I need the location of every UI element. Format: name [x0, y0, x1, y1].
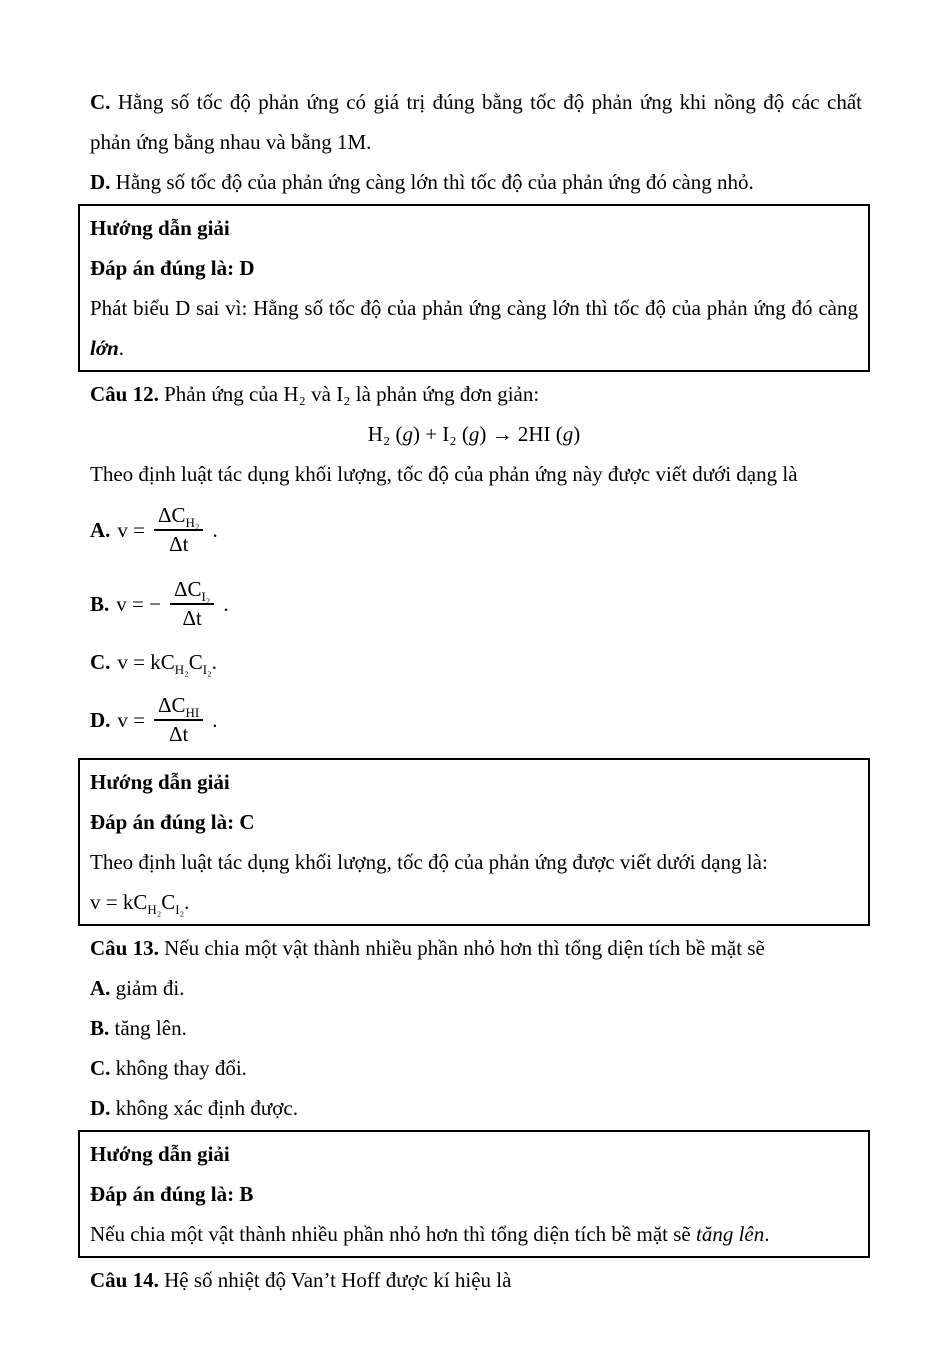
explanation-period: .	[118, 336, 125, 360]
solution-answer	[90, 1174, 858, 1214]
formula-part: v = kC	[90, 890, 148, 914]
question-number: Câu 12.	[90, 382, 159, 406]
q14-question	[78, 1260, 870, 1300]
q12-option-b	[78, 568, 870, 640]
formula-part: C	[188, 650, 203, 674]
question-text: Phản ứng của H₂ và I₂ là phản ứng đơn giản:	[164, 382, 540, 406]
explanation-period: .	[764, 1222, 770, 1246]
option-label: D.	[90, 1096, 111, 1120]
formula-lhs: v =	[117, 708, 146, 732]
q13-option-c	[78, 1048, 870, 1088]
q12-reaction-equation	[78, 414, 870, 454]
equation-part: ) + I₂ (	[412, 422, 469, 446]
q13-question	[78, 928, 870, 968]
state-symbol: g	[468, 422, 480, 446]
numerator-subscript: H₂	[185, 515, 200, 531]
q13-option-b	[78, 1008, 870, 1048]
option-label: A.	[90, 518, 111, 542]
numerator-symbol: ΔC	[158, 503, 186, 527]
formula-subscript: H₂	[174, 662, 189, 678]
option-label: D.	[90, 170, 111, 194]
solution-explanation	[90, 1214, 858, 1254]
solution-heading	[90, 1134, 858, 1174]
solution-heading	[90, 208, 858, 248]
equation-part: )	[573, 422, 581, 446]
fraction-numerator	[170, 577, 214, 605]
q13-option-a	[78, 968, 870, 1008]
option-text: Hằng số tốc độ phản ứng có giá trị đúng bằng tốc độ phản ứng khi nồng độ các chất phản ứng bằng nhau và bằng 1M.	[90, 90, 863, 154]
q11-option-c	[78, 82, 870, 162]
formula-period: .	[184, 890, 190, 914]
solution-answer-text: Đáp án đúng là: C	[90, 810, 255, 834]
solution-answer-text: Đáp án đúng là: D	[90, 256, 255, 280]
rate-law-formula	[117, 642, 216, 682]
numerator-symbol: ΔC	[158, 693, 186, 717]
fraction-denominator: Δt	[168, 722, 189, 746]
solution-answer-text: Đáp án đúng là: B	[90, 1182, 254, 1206]
option-label: C.	[90, 650, 111, 674]
q12-option-c	[78, 642, 870, 682]
fraction	[154, 693, 203, 747]
formula-period: .	[212, 518, 218, 542]
formula-period: .	[211, 650, 217, 674]
equation-part: ) → 2HI (	[479, 422, 563, 446]
option-label: B.	[90, 1016, 110, 1040]
formula-subscript: I₂	[175, 902, 185, 918]
option-text: không thay đổi.	[115, 1056, 247, 1080]
option-label: D.	[90, 708, 111, 732]
solution-heading-text: Hướng dẫn giải	[90, 770, 230, 794]
option-text: giảm đi.	[115, 976, 185, 1000]
numerator-subscript: I₂	[201, 589, 211, 605]
fraction-numerator	[154, 503, 203, 531]
explanation-emphasis: tăng lên	[695, 1222, 765, 1246]
q12-option-a	[78, 494, 870, 566]
formula-period: .	[212, 708, 218, 732]
solution-explanation: Theo định luật tác dụng khối lượng, tốc độ của phản ứng được viết dưới dạng là:	[90, 850, 768, 874]
option-label: C.	[90, 90, 111, 114]
formula-part: v = kC	[117, 650, 175, 674]
explanation-text: Phát biểu D sai vì: Hằng số tốc độ của phản ứng càng lớn thì tốc độ của phản ứng đó càng	[90, 296, 858, 320]
question-text: Hệ số nhiệt độ Van’t Hoff được kí hiệu là	[164, 1268, 512, 1292]
fraction	[170, 577, 214, 631]
solution-heading-text: Hướng dẫn giải	[90, 1142, 230, 1166]
q12-intro	[78, 374, 870, 414]
state-symbol: g	[562, 422, 574, 446]
equation-part: H₂ (	[367, 422, 403, 446]
formula-lhs: v =	[117, 518, 146, 542]
solution-explanation	[90, 288, 858, 368]
rate-law-formula	[90, 890, 190, 918]
solution-formula-line	[90, 882, 858, 922]
formula-lhs: v = −	[116, 592, 161, 616]
solution-answer	[90, 802, 858, 842]
explanation-emphasis: lớn	[90, 336, 119, 360]
q13-option-d	[78, 1088, 870, 1128]
formula-subscript: H₂	[147, 902, 162, 918]
solution-heading-text: Hướng dẫn giải	[90, 216, 230, 240]
solution-heading	[90, 762, 858, 802]
option-label: A.	[90, 976, 111, 1000]
formula-subscript: I₂	[202, 662, 212, 678]
fraction-denominator: Δt	[169, 532, 189, 556]
q11-solution-box	[78, 204, 870, 372]
fraction-denominator: Δt	[182, 606, 202, 630]
formula-part: C	[161, 890, 176, 914]
state-symbol: g	[402, 422, 413, 446]
option-text: tăng lên.	[114, 1016, 187, 1040]
formula-period: .	[223, 592, 229, 616]
option-label: C.	[90, 1056, 111, 1080]
q12-solution-box	[78, 758, 870, 926]
q12-option-d	[78, 684, 870, 756]
question-number: Câu 13.	[90, 936, 159, 960]
question-text: Nếu chia một vật thành nhiều phần nhỏ hơn thì tổng diện tích bề mặt sẽ	[164, 936, 765, 960]
solution-answer	[90, 248, 858, 288]
q11-option-d	[78, 162, 870, 202]
question-number: Câu 14.	[90, 1268, 159, 1292]
option-label: B.	[90, 592, 110, 616]
numerator-symbol: ΔC	[173, 577, 202, 601]
q13-solution-box	[78, 1130, 870, 1258]
q12-question: Theo định luật tác dụng khối lượng, tốc độ của phản ứng này được viết dưới dạng là	[90, 462, 798, 486]
numerator-subscript: HI	[185, 705, 200, 721]
option-text: không xác định được.	[115, 1096, 298, 1120]
exam-page-content	[78, 82, 870, 1300]
option-text: Hằng số tốc độ của phản ứng càng lớn thì tốc độ của phản ứng đó càng nhỏ.	[115, 170, 754, 194]
fraction-numerator	[154, 693, 203, 721]
explanation-text: Nếu chia một vật thành nhiều phần nhỏ hơn thì tổng diện tích bề mặt sẽ	[90, 1222, 696, 1246]
fraction	[154, 503, 203, 557]
